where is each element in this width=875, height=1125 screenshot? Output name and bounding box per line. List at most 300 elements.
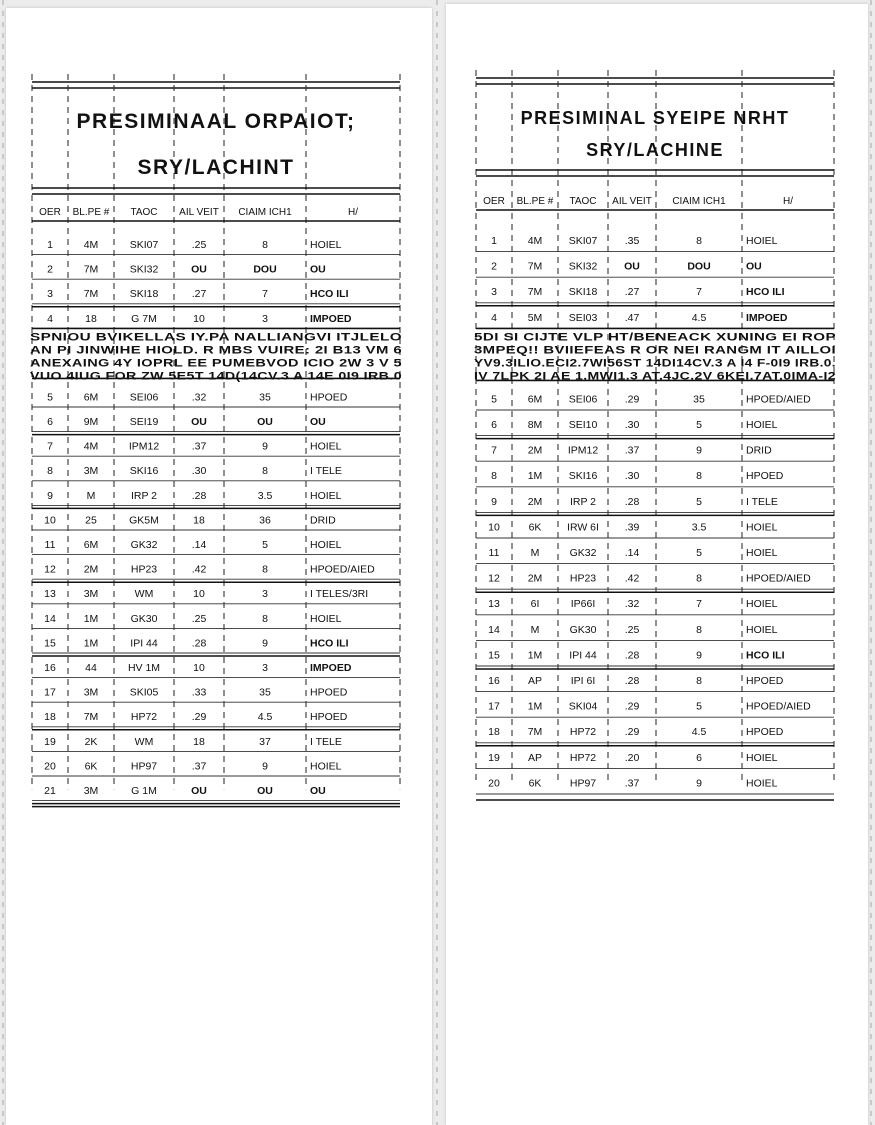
cell-no: 11 bbox=[44, 539, 56, 551]
cell-qty: 3 bbox=[262, 662, 268, 674]
cell-no: 2 bbox=[491, 260, 497, 273]
cell-no: 20 bbox=[44, 760, 56, 773]
table-row bbox=[47, 391, 348, 403]
table-row bbox=[44, 613, 342, 625]
cell-val: OU bbox=[191, 263, 207, 276]
cell-val: OU bbox=[191, 416, 207, 428]
cell-id: 3M bbox=[83, 465, 99, 478]
cell-status: I TELES/3RI bbox=[310, 588, 369, 601]
cell-id: 9M bbox=[83, 416, 99, 428]
cell-status: HCO ILI bbox=[746, 286, 785, 299]
cell-qty: 9 bbox=[262, 637, 268, 650]
cell-status: DRID bbox=[746, 444, 772, 457]
cell-id: 6K bbox=[528, 777, 542, 790]
cell-id: 7M bbox=[83, 263, 99, 276]
table-row bbox=[44, 736, 342, 748]
table-row bbox=[44, 760, 342, 772]
cell-qty: 8 bbox=[696, 572, 702, 585]
cell-val: 18 bbox=[193, 735, 205, 748]
table-row bbox=[47, 288, 349, 300]
cell-val: .30 bbox=[624, 419, 640, 431]
cell-val: .29 bbox=[624, 700, 640, 713]
cell-no: 19 bbox=[44, 735, 56, 748]
table-left bbox=[6, 8, 432, 1125]
cell-id: M bbox=[530, 547, 540, 559]
cell-qty: DOU bbox=[687, 260, 711, 273]
cell-no: 2 bbox=[47, 263, 53, 276]
cell-status: HCO ILI bbox=[746, 649, 785, 662]
cell-val: OU bbox=[191, 785, 207, 797]
cell-id: 1M bbox=[527, 470, 543, 483]
cell-status: OU bbox=[746, 260, 762, 273]
cell-val: .29 bbox=[191, 711, 207, 724]
page-edge-dash-middle bbox=[436, 0, 438, 1125]
cell-no: 17 bbox=[44, 686, 56, 699]
cell-qty: 9 bbox=[262, 760, 268, 773]
cell-code: SKI05 bbox=[129, 686, 159, 699]
cell-code: HP97 bbox=[130, 760, 158, 773]
cell-qty: 3 bbox=[262, 312, 268, 325]
cell-id: 7M bbox=[527, 726, 543, 739]
column-header: TAOC bbox=[130, 207, 158, 218]
cell-code: GK30 bbox=[569, 623, 597, 636]
cell-qty: 9 bbox=[262, 440, 268, 453]
cell-val: .30 bbox=[624, 470, 640, 483]
cell-id: 6K bbox=[84, 760, 98, 773]
cell-code: G 7M bbox=[131, 312, 157, 325]
cell-qty: 5 bbox=[696, 495, 702, 508]
cell-code: IRP 2 bbox=[569, 495, 597, 508]
table-row bbox=[488, 726, 784, 738]
cell-val: .29 bbox=[624, 726, 640, 739]
cell-id: AP bbox=[527, 675, 543, 687]
cell-val: .14 bbox=[624, 547, 640, 559]
cell-qty: 36 bbox=[259, 514, 271, 527]
document-subtitle: SRY/LACHINT bbox=[137, 156, 295, 179]
table-row bbox=[488, 649, 784, 661]
cell-no: 4 bbox=[491, 311, 497, 324]
page-edge-dash-left bbox=[2, 0, 4, 1125]
cell-val: .28 bbox=[624, 675, 640, 687]
column-header: H/ bbox=[783, 196, 793, 207]
cell-status: HPOED bbox=[310, 686, 348, 699]
cell-qty: DOU bbox=[253, 263, 277, 276]
cell-no: 1 bbox=[491, 235, 497, 247]
cell-code: SEI19 bbox=[129, 416, 159, 428]
table-row bbox=[47, 465, 342, 477]
table-row bbox=[47, 416, 326, 428]
cell-qty: 37 bbox=[259, 735, 271, 748]
cell-status: OU bbox=[310, 263, 326, 276]
document-title: PRESIMINAL SYEIPE NRHT bbox=[520, 108, 790, 128]
table-row bbox=[491, 445, 772, 457]
cell-no: 4 bbox=[47, 312, 53, 325]
cell-val: 10 bbox=[193, 588, 205, 601]
cell-qty: 8 bbox=[696, 675, 702, 687]
cell-id: 3M bbox=[83, 785, 99, 797]
cell-qty: OU bbox=[257, 416, 273, 428]
cell-val: .14 bbox=[191, 539, 207, 551]
table-row bbox=[44, 785, 326, 797]
cell-qty: 5 bbox=[696, 700, 702, 713]
cell-status: HOIEL bbox=[746, 235, 778, 247]
cell-val: .30 bbox=[191, 465, 207, 478]
cell-id: 1M bbox=[83, 637, 99, 650]
table-row bbox=[488, 598, 778, 610]
cell-qty: 5 bbox=[696, 419, 702, 431]
cell-no: 7 bbox=[47, 440, 53, 453]
cell-id: 18 bbox=[85, 312, 97, 325]
cell-status: DRID bbox=[310, 514, 336, 527]
cell-status: HPOED bbox=[746, 726, 784, 739]
cell-qty: 35 bbox=[259, 686, 271, 699]
cell-qty: 7 bbox=[262, 288, 268, 301]
cell-code: IRW 6I bbox=[567, 521, 599, 534]
table-row bbox=[47, 441, 342, 453]
cell-status: HPOED bbox=[310, 391, 348, 404]
cell-id: 2M bbox=[527, 444, 543, 457]
cell-id: 6M bbox=[83, 391, 99, 404]
cell-qty: 3.5 bbox=[257, 489, 273, 502]
cell-code: SKI07 bbox=[129, 239, 159, 251]
cell-no: 9 bbox=[47, 489, 53, 502]
cell-status: HOIEL bbox=[746, 547, 778, 559]
cell-code: HP23 bbox=[130, 563, 158, 576]
cell-code: IRP 2 bbox=[130, 489, 158, 502]
cell-id: 2M bbox=[527, 495, 543, 508]
cell-code: SKI16 bbox=[129, 465, 159, 478]
cell-no: 19 bbox=[488, 751, 500, 764]
cell-val: .33 bbox=[191, 686, 207, 699]
cell-qty: 4.5 bbox=[691, 726, 707, 739]
cell-status: HPOED/AIED bbox=[746, 572, 811, 585]
cell-id: 8M bbox=[527, 419, 543, 431]
table-row bbox=[45, 539, 342, 551]
cell-no: 13 bbox=[44, 588, 56, 601]
cell-id: 4M bbox=[83, 440, 99, 453]
cell-code: HP97 bbox=[569, 777, 597, 790]
cell-val: OU bbox=[624, 260, 640, 273]
table-row bbox=[47, 490, 342, 502]
cell-code: IPI 44 bbox=[130, 637, 158, 650]
cell-no: 18 bbox=[44, 711, 56, 724]
column-header: CIAIM ICH1 bbox=[672, 196, 726, 207]
cell-no: 15 bbox=[44, 637, 56, 650]
cell-id: 44 bbox=[85, 662, 97, 674]
cell-status: HOIEL bbox=[310, 612, 342, 625]
cell-val: 10 bbox=[193, 662, 205, 674]
cell-qty: OU bbox=[257, 785, 273, 797]
table-row bbox=[488, 624, 778, 636]
column-header: CIAIM ICH1 bbox=[238, 207, 292, 218]
cell-status: HPOED bbox=[746, 470, 784, 483]
cell-qty: 35 bbox=[259, 391, 271, 404]
cell-no: 21 bbox=[44, 785, 56, 797]
cell-no: 8 bbox=[491, 470, 497, 483]
cell-val: .28 bbox=[191, 489, 207, 502]
cell-no: 13 bbox=[488, 598, 500, 611]
cell-id: 1M bbox=[527, 649, 543, 662]
cell-id: M bbox=[530, 623, 540, 636]
cell-code: SEI06 bbox=[568, 393, 598, 406]
cell-val: .39 bbox=[624, 521, 640, 534]
table-right bbox=[446, 4, 868, 1125]
cell-id: 2M bbox=[527, 572, 543, 585]
cell-status: HPOED/AIED bbox=[746, 700, 811, 713]
cell-val: .27 bbox=[191, 288, 207, 301]
cell-val: .35 bbox=[624, 235, 640, 247]
cell-id: 6M bbox=[83, 539, 99, 551]
cell-val: .28 bbox=[624, 495, 640, 508]
cell-no: 10 bbox=[44, 514, 56, 527]
cell-val: .32 bbox=[624, 598, 640, 611]
table-row bbox=[489, 547, 778, 559]
note-line: IV 7LPK 2I AE 1.MWI1.3 AT.4JC.2V 6KEI.7AT.0IMA-I2 bbox=[474, 370, 836, 383]
cell-status: HOIEL bbox=[310, 489, 342, 502]
cell-no: 14 bbox=[44, 612, 56, 625]
table-row bbox=[491, 496, 778, 508]
cell-status: HOIEL bbox=[746, 521, 778, 534]
cell-id: 25 bbox=[85, 514, 97, 527]
cell-no: 17 bbox=[488, 700, 500, 713]
cell-val: .37 bbox=[624, 777, 640, 790]
cell-code: WM bbox=[134, 588, 154, 601]
cell-val: .47 bbox=[624, 311, 640, 324]
table-row bbox=[488, 752, 778, 764]
cell-val: .37 bbox=[191, 440, 207, 453]
cell-qty: 6 bbox=[696, 751, 702, 764]
cell-status: HOIEL bbox=[310, 239, 342, 251]
cell-status: I TELE bbox=[310, 735, 342, 748]
table-row bbox=[44, 514, 336, 526]
cell-id: 6M bbox=[527, 393, 543, 406]
cell-val: .29 bbox=[624, 393, 640, 406]
cell-id: M bbox=[86, 489, 96, 502]
cell-id: 7M bbox=[83, 711, 99, 724]
cell-qty: 8 bbox=[262, 465, 268, 478]
cell-id: AP bbox=[527, 751, 543, 764]
column-header: AIL VEIT bbox=[612, 196, 652, 207]
cell-status: I TELE bbox=[746, 495, 778, 508]
cell-val: .37 bbox=[624, 444, 640, 457]
cell-status: HOIEL bbox=[310, 440, 342, 453]
cell-no: 5 bbox=[491, 393, 497, 406]
cell-val: 18 bbox=[193, 514, 205, 527]
cell-code: WM bbox=[134, 735, 154, 748]
cell-no: 1 bbox=[47, 239, 53, 251]
cell-code: IPI 44 bbox=[569, 649, 597, 662]
cell-qty: 4.5 bbox=[691, 311, 707, 324]
cell-code: IPM12 bbox=[128, 440, 160, 453]
cell-val: .42 bbox=[191, 563, 207, 576]
column-header: TAOC bbox=[569, 196, 597, 207]
cell-qty: 8 bbox=[262, 239, 268, 251]
cell-code: HP72 bbox=[569, 751, 597, 764]
cell-qty: 4.5 bbox=[257, 711, 273, 724]
cell-code: SKI32 bbox=[129, 263, 159, 276]
cell-status: HPOED bbox=[310, 711, 348, 724]
table-row bbox=[44, 637, 348, 649]
table-row bbox=[44, 711, 348, 723]
cell-val: .32 bbox=[191, 391, 207, 404]
cell-code: IPM12 bbox=[567, 444, 599, 457]
table-row bbox=[491, 286, 785, 298]
cell-val: .25 bbox=[191, 612, 207, 625]
table-row bbox=[491, 393, 811, 405]
cell-code: GK32 bbox=[130, 539, 158, 551]
cell-val: .25 bbox=[624, 623, 640, 636]
cell-qty: 5 bbox=[696, 547, 702, 559]
cell-id: 7M bbox=[83, 288, 99, 301]
cell-no: 6 bbox=[491, 419, 497, 431]
cell-status: HPOED bbox=[746, 675, 784, 687]
cell-qty: 5 bbox=[262, 539, 268, 551]
cell-status: HOIEL bbox=[310, 539, 342, 551]
table-row bbox=[47, 239, 342, 251]
cell-code: SEI03 bbox=[568, 311, 598, 324]
cell-no: 9 bbox=[491, 495, 497, 508]
cell-qty: 7 bbox=[696, 598, 702, 611]
cell-code: SEI10 bbox=[568, 419, 598, 431]
cell-id: 7M bbox=[527, 286, 543, 299]
cell-val: .28 bbox=[191, 637, 207, 650]
cell-no: 20 bbox=[488, 777, 500, 790]
table-row bbox=[44, 564, 375, 576]
cell-qty: 3.5 bbox=[691, 521, 707, 534]
cell-code: HP72 bbox=[130, 711, 158, 724]
note-line: AN PI JINWIHE HIOLD. R MBS VUIRE: 2I B13 VM 6 bbox=[30, 344, 402, 357]
cell-code: GK5M bbox=[129, 514, 159, 527]
cell-id: 3M bbox=[83, 588, 99, 601]
table-row bbox=[488, 521, 778, 533]
cell-no: 10 bbox=[488, 521, 500, 534]
cell-code: SKI18 bbox=[129, 288, 159, 301]
cell-status: HOIEL bbox=[746, 751, 778, 764]
cell-no: 5 bbox=[47, 391, 53, 404]
cell-status: HOIEL bbox=[746, 419, 778, 431]
cell-qty: 9 bbox=[696, 444, 702, 457]
cell-id: 4M bbox=[527, 235, 543, 247]
note-line: ANEXAING 4Y IOPRL EE PUMEBVOD ICIO 2W 3 V 5 bbox=[30, 357, 402, 370]
note-line: 5DI SI CIJTE VLP HT/BENEACK XUNING EI ROP bbox=[474, 331, 836, 344]
cell-qty: 9 bbox=[696, 777, 702, 790]
cell-no: 6 bbox=[47, 416, 53, 428]
cell-code: IPI 6I bbox=[570, 675, 596, 687]
cell-val: .28 bbox=[624, 649, 640, 662]
cell-qty: 8 bbox=[696, 235, 702, 247]
document-title: PRESIMINAAL ORPAIOT; bbox=[76, 110, 356, 133]
cell-id: 1M bbox=[527, 700, 543, 713]
cell-code: SKI32 bbox=[568, 260, 598, 273]
cell-val: .42 bbox=[624, 572, 640, 585]
cell-id: 6I bbox=[530, 598, 540, 611]
cell-id: 2M bbox=[83, 563, 99, 576]
note-line: 3MPEQ!! BVIIEFEAS R OR NEI RANGM IT AILLOI bbox=[474, 344, 836, 357]
cell-status: HPOED/AIED bbox=[746, 393, 811, 406]
cell-code: IP66I bbox=[570, 598, 596, 611]
cell-no: 16 bbox=[44, 662, 56, 674]
cell-code: HP23 bbox=[569, 572, 597, 585]
cell-no: 18 bbox=[488, 726, 500, 739]
table-row bbox=[488, 701, 811, 713]
cell-code: HV 1M bbox=[127, 662, 161, 674]
cell-qty: 3 bbox=[262, 588, 268, 601]
cell-code: SKI07 bbox=[568, 235, 598, 247]
cell-qty: 9 bbox=[696, 649, 702, 662]
page-edge-dash-right bbox=[870, 0, 872, 1125]
cell-code: GK32 bbox=[569, 547, 597, 559]
column-header: AIL VEIT bbox=[179, 207, 219, 218]
table-row bbox=[44, 687, 348, 699]
cell-status: I TELE bbox=[310, 465, 342, 478]
cell-no: 11 bbox=[488, 547, 500, 559]
cell-qty: 8 bbox=[696, 623, 702, 636]
cell-code: SKI18 bbox=[568, 286, 598, 299]
cell-no: 14 bbox=[488, 623, 500, 636]
cell-status: HCO ILI bbox=[310, 637, 349, 650]
cell-val: .25 bbox=[191, 239, 207, 251]
cell-code: HP72 bbox=[569, 726, 597, 739]
table-row bbox=[44, 588, 368, 600]
column-header: BL.PE # bbox=[72, 207, 110, 218]
note-line: SPNIOU BVIKELLAS IY.PA NALLIANGVI ITJLELO bbox=[30, 331, 403, 344]
cell-status: HOIEL bbox=[746, 623, 778, 636]
cell-id: 5M bbox=[527, 311, 543, 324]
cell-qty: 35 bbox=[693, 393, 705, 406]
cell-status: HOIEL bbox=[310, 760, 342, 773]
cell-status: HOIEL bbox=[746, 598, 778, 611]
cell-val: 10 bbox=[193, 312, 205, 325]
cell-status: OU bbox=[310, 785, 326, 797]
cell-code: SEI06 bbox=[129, 391, 159, 404]
cell-status: HOIEL bbox=[746, 777, 778, 790]
cell-id: 4M bbox=[83, 239, 99, 251]
table-row bbox=[491, 470, 784, 482]
cell-no: 16 bbox=[488, 675, 500, 687]
cell-qty: 8 bbox=[262, 563, 268, 576]
table-row bbox=[491, 419, 778, 431]
cell-qty: 8 bbox=[262, 612, 268, 625]
column-header: OER bbox=[483, 196, 505, 207]
cell-no: 12 bbox=[488, 572, 500, 585]
cell-code: GK30 bbox=[130, 612, 158, 625]
cell-val: .37 bbox=[191, 760, 207, 773]
cell-qty: 7 bbox=[696, 286, 702, 299]
table-row bbox=[488, 573, 811, 585]
cell-val: .20 bbox=[624, 751, 640, 764]
cell-no: 8 bbox=[47, 465, 53, 478]
cell-no: 12 bbox=[44, 563, 56, 576]
document-page-left bbox=[6, 8, 432, 1125]
cell-id: 1M bbox=[83, 612, 99, 625]
table-row bbox=[47, 264, 326, 276]
note-line: YV9.3ILIO.ECI2.7WI56ST 14DI14CV.3 A I4 F-0I9 IRB.0. bbox=[474, 357, 836, 370]
cell-code: SKI16 bbox=[568, 470, 598, 483]
cell-code: SKI04 bbox=[568, 700, 598, 713]
cell-id: 6K bbox=[528, 521, 542, 534]
cell-no: 7 bbox=[491, 444, 497, 457]
cell-status: HPOED/AIED bbox=[310, 563, 375, 576]
cell-status: IMPOED bbox=[746, 311, 788, 324]
cell-id: 3M bbox=[83, 686, 99, 699]
cell-code: G 1M bbox=[131, 785, 157, 797]
cell-no: 3 bbox=[491, 286, 497, 299]
cell-status: IMPOED bbox=[310, 662, 352, 674]
cell-val: .27 bbox=[624, 286, 640, 299]
table-row bbox=[488, 777, 778, 789]
cell-id: 7M bbox=[527, 260, 543, 273]
document-subtitle: SRY/LACHINE bbox=[586, 140, 724, 160]
